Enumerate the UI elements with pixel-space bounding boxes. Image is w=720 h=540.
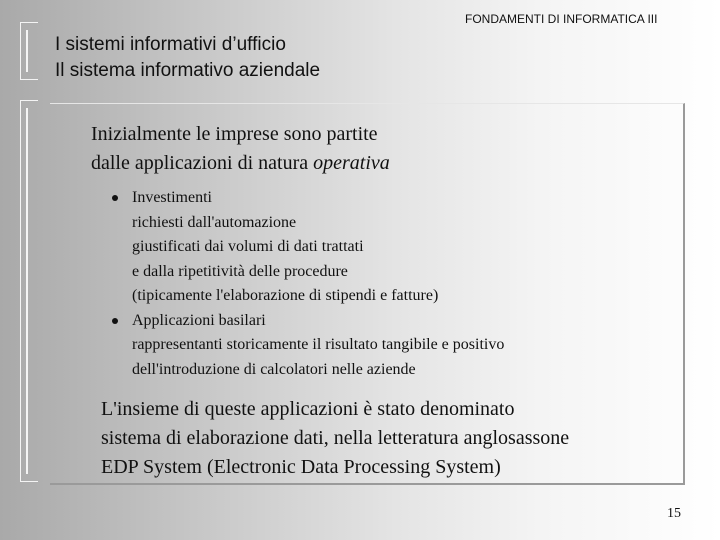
- conclusion-paragraph: [101, 395, 569, 482]
- slide-title: [55, 32, 320, 84]
- page-number: 15: [667, 506, 681, 521]
- intro-text: dalle applicazioni di natura: [91, 152, 314, 174]
- bullet-line: Applicazioni basilari: [132, 311, 266, 329]
- conclusion-line: sistema di elaborazione dati, nella letteratura anglosassone: [101, 427, 570, 449]
- bullet-line: giustificati dai volumi di dati trattati: [132, 238, 364, 255]
- header-bracket-decoration: [20, 22, 38, 80]
- bullet-list: [110, 186, 504, 382]
- slide-title-line: I sistemi informativi d’ufficio: [55, 34, 286, 55]
- bullet-line: e dalla ripetitività delle procedure: [132, 262, 348, 280]
- bullet-item: [110, 186, 504, 309]
- intro-emphasis: operativa: [313, 152, 390, 174]
- intro-paragraph: [91, 120, 390, 178]
- content-bracket-inner-line: [26, 108, 28, 474]
- bullet-item: [110, 309, 504, 383]
- bullet-dot-icon: [112, 318, 118, 324]
- slide-subtitle-line: Il sistema informativo aziendale: [55, 60, 321, 81]
- bullet-line: dell'introduzione di calcolatori nelle aziende: [132, 360, 416, 378]
- bullet-line: rappresentanti storicamente il risultato tangibile e positivo: [132, 336, 505, 353]
- conclusion-line: L'insieme di queste applicazioni è stato denominato: [101, 398, 515, 420]
- content-bracket-decoration: [20, 100, 38, 482]
- bullet-line: richiesti dall'automazione: [132, 213, 297, 231]
- intro-line: [91, 149, 390, 178]
- course-name: FONDAMENTI DI INFORMATICA III: [465, 12, 658, 26]
- intro-line: Inizialmente le imprese sono partite: [91, 123, 378, 145]
- bullet-line: (tipicamente l'elaborazione di stipendi e fatture): [132, 287, 439, 304]
- header-bracket-inner-line: [26, 30, 28, 72]
- bullet-dot-icon: [112, 195, 118, 201]
- bullet-line: Investimenti: [132, 189, 212, 206]
- conclusion-line: EDP System (Electronic Data Processing System): [101, 456, 501, 478]
